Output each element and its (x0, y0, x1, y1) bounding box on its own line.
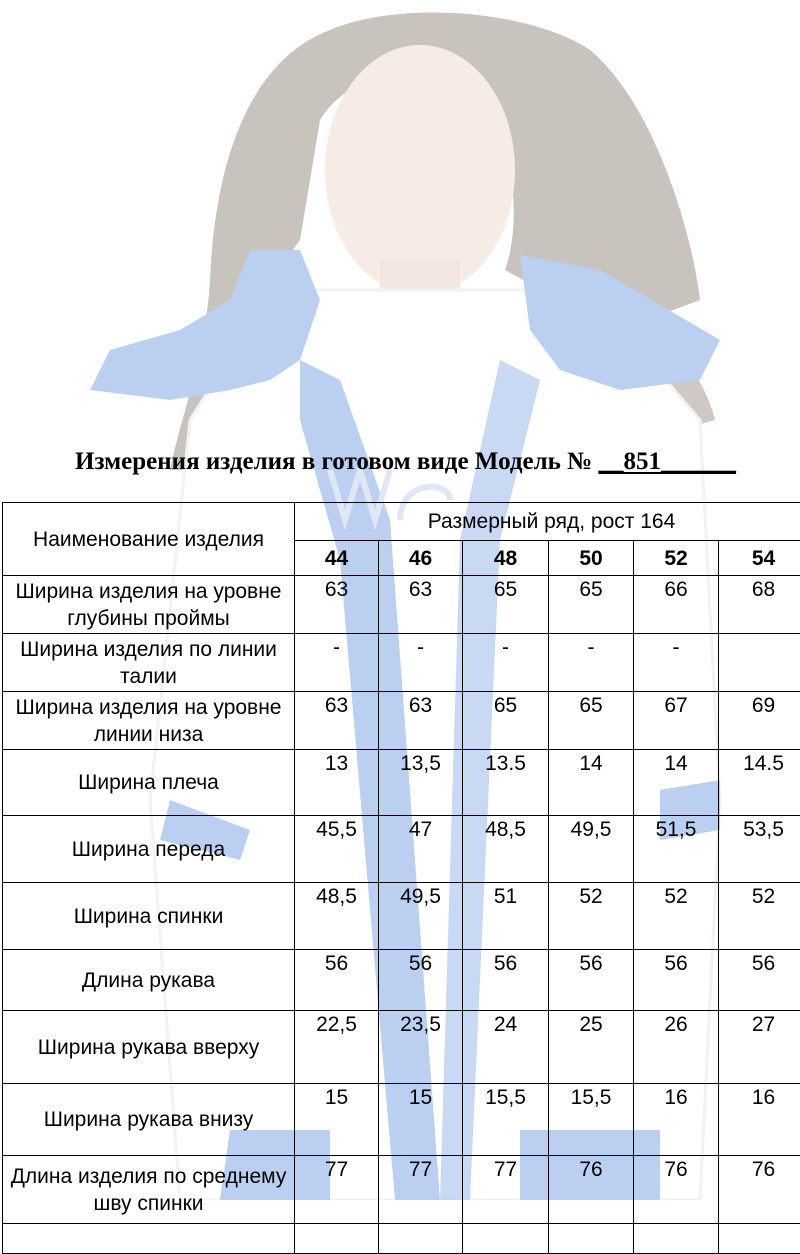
cell-value: 14 (634, 750, 719, 816)
cell-value: - (295, 634, 379, 692)
cell-value: 77 (463, 1156, 549, 1224)
table-row (3, 692, 800, 750)
size-header: 48 (463, 541, 549, 576)
cell-value: 14 (549, 750, 634, 816)
cell-value: 51,5 (634, 816, 719, 883)
cell-value: 56 (549, 950, 634, 1011)
size-range-header: Размерный ряд, рост 164 (295, 503, 800, 541)
cell-value: 47 (379, 816, 463, 883)
row-name: Ширина изделия на уровне линии низа (3, 692, 295, 750)
cell-value: 51 (463, 883, 549, 950)
cell-value: 65 (549, 576, 634, 634)
size-header: 52 (634, 541, 719, 576)
row-name: Ширина переда (3, 816, 295, 883)
measurements-title (75, 447, 800, 477)
cell-value: 56 (379, 950, 463, 1011)
row-name: Длина рукава (3, 950, 295, 1011)
header-row (3, 503, 800, 541)
cell-value: 16 (719, 1084, 800, 1156)
table-row (3, 1084, 800, 1156)
empty-cell (379, 1224, 463, 1254)
cell-value: 13 (295, 750, 379, 816)
cell-value: 27 (719, 1011, 800, 1084)
cell-value: 14.5 (719, 750, 800, 816)
cell-value: 45,5 (295, 816, 379, 883)
empty-cell (549, 1224, 634, 1254)
table-row (3, 1011, 800, 1084)
title-text: Измерения изделия в готовом виде Модель № (75, 448, 592, 475)
cell-value: 56 (463, 950, 549, 1011)
cell-value: 15,5 (549, 1084, 634, 1156)
cell-value: 25 (549, 1011, 634, 1084)
table-row (3, 950, 800, 1011)
cell-value: 56 (719, 950, 800, 1011)
cell-value: 77 (295, 1156, 379, 1224)
cell-value: - (463, 634, 549, 692)
cell-value: - (549, 634, 634, 692)
cell-value: 53,5 (719, 816, 800, 883)
cell-value: 13,5 (379, 750, 463, 816)
cell-value: 76 (719, 1156, 800, 1224)
model-number: __851______ (598, 448, 736, 475)
table-row (3, 816, 800, 883)
cell-value: 49,5 (379, 883, 463, 950)
cell-value: 66 (634, 576, 719, 634)
cell-value: 24 (463, 1011, 549, 1084)
cell-value: 56 (295, 950, 379, 1011)
row-name: Ширина плеча (3, 750, 295, 816)
cell-value: 52 (634, 883, 719, 950)
cell-value: 67 (634, 692, 719, 750)
cell-value: 63 (295, 692, 379, 750)
row-name: Ширина изделия на уровне глубины проймы (3, 576, 295, 634)
table-row (3, 576, 800, 634)
cell-value: 56 (634, 950, 719, 1011)
row-name: Длина изделия по среднему шву спинки (3, 1156, 295, 1224)
cell-value: 15 (295, 1084, 379, 1156)
measurements-table (2, 502, 800, 1254)
empty-cell (463, 1224, 549, 1254)
cell-value: 48,5 (295, 883, 379, 950)
cell-value: 52 (719, 883, 800, 950)
cell-value: 16 (634, 1084, 719, 1156)
cell-value: 23,5 (379, 1011, 463, 1084)
cell-value: 22,5 (295, 1011, 379, 1084)
cell-value: 49,5 (549, 816, 634, 883)
name-header: Наименование изделия (3, 503, 295, 576)
row-name: Ширина спинки (3, 883, 295, 950)
cell-value: - (634, 634, 719, 692)
cell-value: 69 (719, 692, 800, 750)
cell-value: 15 (379, 1084, 463, 1156)
cell-value: 65 (549, 692, 634, 750)
empty-cell (634, 1224, 719, 1254)
row-name: Ширина рукава вверху (3, 1011, 295, 1084)
cell-value: 63 (379, 692, 463, 750)
table-row (3, 750, 800, 816)
cell-value: 76 (634, 1156, 719, 1224)
size-header: 50 (549, 541, 634, 576)
cell-value: 77 (379, 1156, 463, 1224)
cell-value: 15,5 (463, 1084, 549, 1156)
size-header: 54 (719, 541, 800, 576)
cell-value: 52 (549, 883, 634, 950)
size-header: 46 (379, 541, 463, 576)
size-header: 44 (295, 541, 379, 576)
table-row (3, 1156, 800, 1224)
empty-cell (719, 1224, 800, 1254)
cell-value: 65 (463, 692, 549, 750)
cell-value: 26 (634, 1011, 719, 1084)
cell-value: 13.5 (463, 750, 549, 816)
cell-value: 48,5 (463, 816, 549, 883)
table-row (3, 883, 800, 950)
cell-value: 68 (719, 576, 800, 634)
table-row-empty (3, 1224, 800, 1254)
empty-cell (295, 1224, 379, 1254)
cell-value (719, 634, 800, 692)
row-name: Ширина изделия по линии талии (3, 634, 295, 692)
empty-cell (3, 1224, 295, 1254)
cell-value: - (379, 634, 463, 692)
cell-value: 63 (379, 576, 463, 634)
cell-value: 65 (463, 576, 549, 634)
row-name: Ширина рукава внизу (3, 1084, 295, 1156)
cell-value: 76 (549, 1156, 634, 1224)
table-row (3, 634, 800, 692)
cell-value: 63 (295, 576, 379, 634)
